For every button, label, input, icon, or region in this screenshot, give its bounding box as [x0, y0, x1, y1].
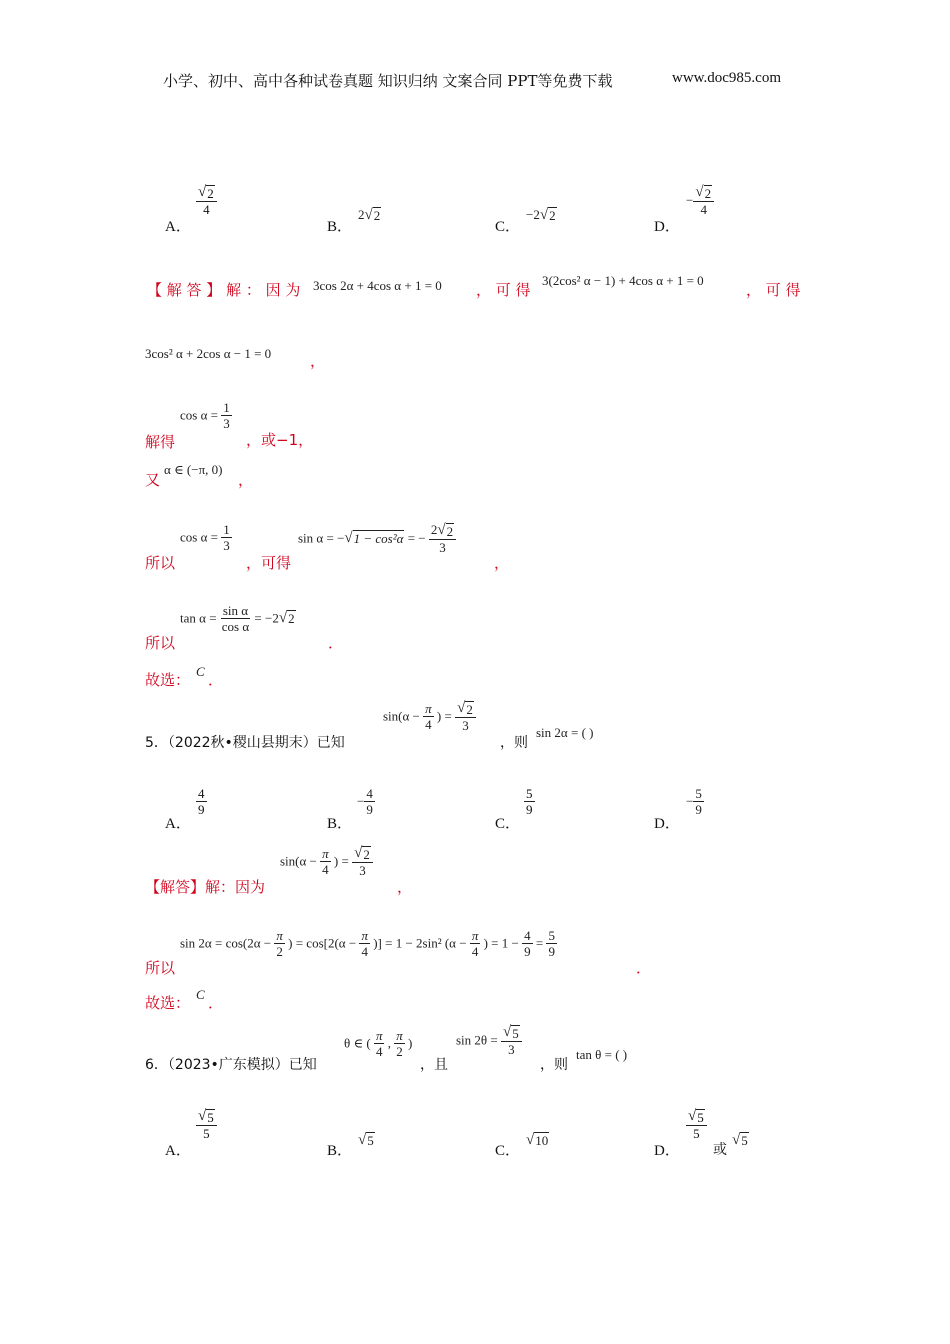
q4-eq2: 3(2cos² α − 1) + 4cos α + 1 = 0 [542, 273, 704, 288]
q6-option-a-label: A． [165, 1143, 191, 1159]
q5-option-a-value[interactable]: $\frac{4}{9}$ [198, 786, 205, 817]
q6-theta-range: θ ∈ ( $\frac{\pi}{4}$ , $\frac{\pi}{2}$ ) [344, 1028, 413, 1059]
q6-option-a-value[interactable]: √ 5 5 [196, 1108, 217, 1141]
q4-choice-prefix: 故选： [145, 671, 191, 689]
q4-solution-end: ， 可 得 [746, 281, 801, 299]
q4-cos-solution: cos α = $\frac{1}{3}$ [180, 400, 230, 431]
q4-solution-mid: ， 可 得 [476, 281, 531, 299]
q4-option-c-value[interactable]: −2 √ 2 [526, 207, 556, 223]
q4-option-b-value[interactable]: 2 √ 2 [358, 207, 381, 223]
q6-ask: tan θ = ( ) [576, 1047, 628, 1062]
q5-given: sin(α − $\frac{\pi}{4}$ ) = √ 2 3 [383, 700, 476, 733]
q4-eq1: 3cos 2α + 4cos α + 1 = 0 [313, 278, 442, 293]
q4-sin-comma: ， [494, 554, 510, 572]
q5-choice-end: ． [208, 994, 224, 1012]
q4-tan-period: ． [328, 634, 344, 652]
q6-number: 6．（2023•广东模拟）已知 [145, 1057, 317, 1073]
q5-solution-comma: ， [397, 878, 413, 896]
q5-solution-lead: 【解答】解：因为 [145, 878, 266, 896]
q4-range: α ∈ (−π, 0) [164, 462, 223, 477]
q6-option-d-or: 或 [713, 1142, 727, 1158]
q4-option-d-value[interactable]: − √ 2 4 [686, 184, 714, 217]
q6-option-c-value[interactable]: √ 10 [526, 1132, 549, 1148]
q5-option-c-label: C． [495, 816, 521, 832]
q5-derivation: sin 2α = cos(2α − $\frac{\pi}{2}$ ) = cos[2(α − $\frac{\pi}{4}$ )] = 1 − 2sin² (α − $\frac{\pi}{4}$ ) = 1 − $\frac{4}{9}$ = $\frac{5}{9}$ [180, 928, 555, 959]
q5-given-restated: sin(α − $\frac{\pi}{4}$ ) = √ 2 3 [280, 845, 373, 878]
q4-solve-prefix: 解得 [145, 433, 176, 451]
q5-choice-prefix: 故选： [145, 994, 191, 1012]
q6-option-b-value[interactable]: √ 5 [358, 1132, 374, 1148]
q6-option-d-value[interactable]: √ 5 5 [686, 1108, 707, 1141]
q5-option-a-label: A． [165, 816, 191, 832]
header-text: 小学、初中、高中各种试卷真题 知识归纳 文案合同 PPT等免费下载 [163, 72, 613, 90]
q4-sin-value: sin α = − √ 1 − cos²α = − 2 √ 2 3 [298, 522, 456, 555]
q4-option-a-value[interactable]: √ 2 4 [196, 184, 217, 217]
q4-choice-end: ． [208, 671, 224, 689]
q6-and: ，且 [420, 1057, 448, 1073]
q6-then: ，则 [540, 1057, 568, 1073]
q5-option-b-label: B． [327, 816, 353, 832]
q6-option-c-label: C． [495, 1143, 521, 1159]
q4-so1-prefix: 所以 [145, 554, 176, 572]
q4-can-text: ，可得 [246, 554, 292, 572]
q5-so-prefix: 所以 [145, 959, 176, 977]
q6-given: sin 2θ = √ 5 3 [456, 1024, 522, 1057]
q5-ask: sin 2α = ( ) [536, 725, 594, 740]
q4-range-comma: ， [238, 471, 254, 489]
q4-tan-value: tan α = $\frac{\text{sin α}}{\text{cos α}}$ = −2 √ 2 [180, 603, 295, 634]
q5-option-c-value[interactable]: $\frac{5}{9}$ [526, 786, 533, 817]
q4-option-a-label: A． [165, 219, 191, 235]
q4-solution-lead: 【 解 答 】 解 ： 因 为 [147, 281, 301, 299]
q5-then: ，则 [500, 735, 528, 751]
q4-eq3: 3cos² α + 2cos α − 1 = 0 [145, 346, 272, 361]
q5-period: ． [636, 959, 652, 977]
q4-cos-value: cos α = $\frac{1}{3}$ [180, 522, 230, 553]
q5-choice: C [196, 987, 205, 1002]
q4-or-text: ，或−1， [246, 431, 314, 449]
q4-option-b-label: B． [327, 219, 353, 235]
q5-option-d-label: D． [654, 816, 680, 832]
q6-option-d-alt[interactable]: √ 5 [732, 1132, 748, 1148]
q5-option-d-value[interactable]: − $\frac{5}{9}$ [686, 786, 702, 817]
q6-option-b-label: B． [327, 1143, 353, 1159]
q6-option-d-label: D． [654, 1143, 680, 1159]
q4-option-d-label: D． [654, 219, 680, 235]
header-url[interactable]: www.doc985.com [672, 70, 782, 86]
q4-also-prefix: 又 [145, 471, 161, 489]
q4-eq3-comma: ， [310, 352, 326, 370]
q4-option-c-label: C． [495, 219, 521, 235]
q4-so2-prefix: 所以 [145, 634, 176, 652]
q5-option-b-value[interactable]: − $\frac{4}{9}$ [357, 786, 373, 817]
q5-number: 5．（2022秋•稷山县期末）已知 [145, 735, 345, 751]
q4-choice: C [196, 664, 205, 679]
